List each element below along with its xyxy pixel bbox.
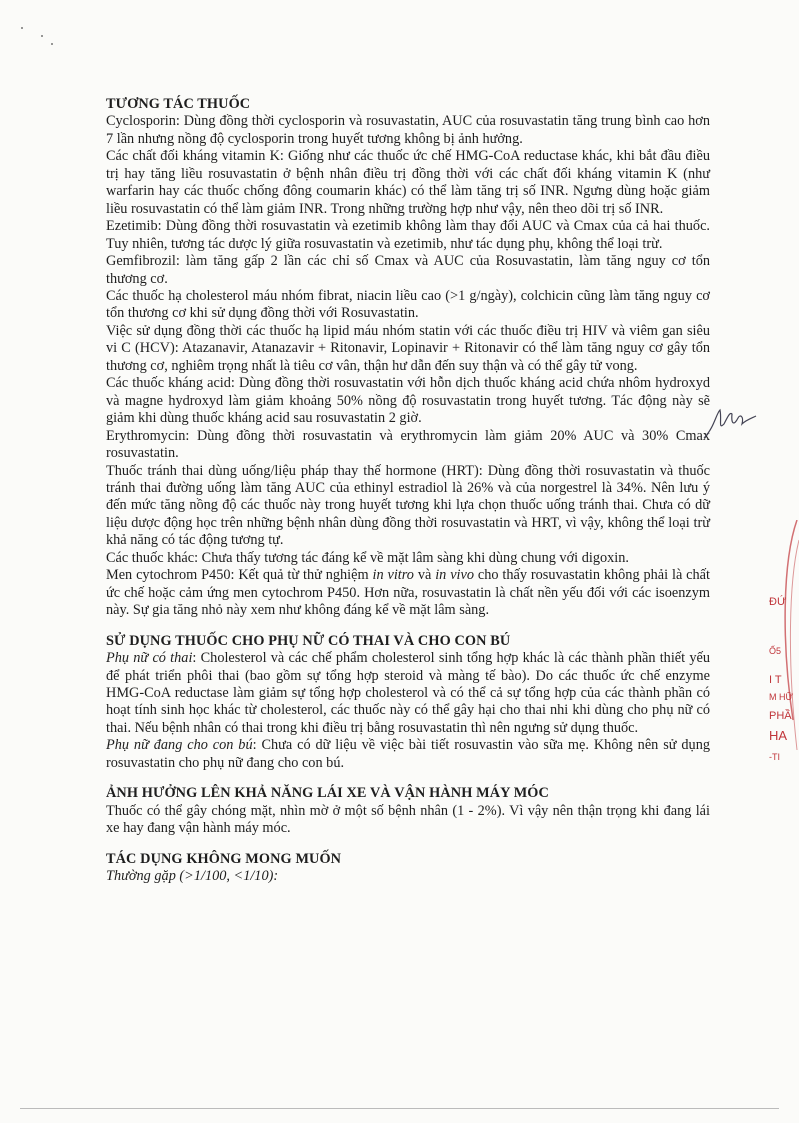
paragraph-cyclosporin: Cyclosporin: Dùng đồng thời cyclosporin và rosuvastatin, AUC của rosuvastatin tăng trung bình cao hơn 7 lần nhưng nồng độ cyclosporin trong huyết tương không bị ảnh hưởng. (106, 113, 710, 147)
paragraph-cytochrom: Men cytochrom P450: Kết quả từ thử nghiệm in vitro và in vivo cho thấy rosuvastatin không phải là chất ức chế hoặc cảm ứng men cytochrom P450. Hơn nữa, rosuvastatin là chất nền yếu đối với các isoenzym này. Sự gia tăng nhỏ này xem như không đáng kể về mặt lâm sàng. (106, 567, 710, 619)
paragraph-antacid: Các thuốc kháng acid: Dùng đồng thời rosuvastatin với hỗn dịch thuốc kháng acid chứa nhôm hydroxyd và magne hydroxyd làm giảm khoảng 50% nồng độ rosuvastatin trong huyết tương. Tác động này sẽ giảm khi dùng thuốc kháng acid sau rosuvastatin 2 giờ. (106, 375, 710, 427)
paragraph-ezetimib: Ezetimib: Dùng đồng thời rosuvastatin và ezetimib không làm thay đổi AUC và Cmax của cả hai thuốc. Tuy nhiên, tương tác dược lý giữa rosuvastatin và ezetimib, như tác dụng phụ, không thể loại trừ. (106, 218, 710, 252)
paragraph-contraceptive: Thuốc tránh thai dùng uống/liệu pháp thay thế hormone (HRT): Dùng đồng thời rosuvastatin và thuốc tránh thai đường uống làm tăng AUC của ethinyl estradiol là 26% và của norgestrel là 34%. Nên lưu ý đến mức tăng nồng độ các thuốc này trong huyết tương khi lựa chọn thuốc uống tránh thai. Chưa có dữ liệu dược động học trên những bệnh nhân dùng đồng thời rosuvastatin và HRT, vì vậy, không thể loại trừ khả năng có tác động tương tự. (106, 462, 710, 549)
paragraph-gemfibrozil: Gemfibrozil: làm tăng gấp 2 lần các chỉ số Cmax và AUC của Rosuvastatin, làm tăng nguy cơ tổn thương cơ. (106, 253, 710, 287)
paragraph-fibrat: Các thuốc hạ cholesterol máu nhóm fibrat, niacin liều cao (>1 g/ngày), colchicin cũng làm tăng nguy cơ tổn thương cơ khi sử dụng đồng thời với Rosuvastatin. (106, 287, 710, 322)
section-heading-drug-interactions: TƯƠNG TÁC THUỐC (106, 96, 251, 112)
scan-artifact (8, 22, 58, 57)
paragraph-driving: Thuốc có thể gây chóng mặt, nhìn mờ ở một số bệnh nhân (1 - 2%). Vì vậy nên thận trọng khi đang lái xe hay đang vận hành máy móc. (106, 802, 710, 837)
paragraph-pregnant: Phụ nữ có thai: Cholesterol và các chế phẩm cholesterol sinh tổng hợp khác là các thành phần thiết yếu để phát triển phôi thai (bao gồm sự tổng hợp steroid và màng tế bào). Do các thuốc ức chế enzyme HMG-CoA reductase làm giảm sự tổng hợp cholesterol và có thể cả sự tổng hợp của các thành phần có hoạt tính sinh học khác từ cholesterol, các thuốc này có thể gây hại cho thai nhi khi dùng cho phụ nữ có thai. Nếu bệnh nhân có thai trong khi điều trị bằng rosuvastatin thì nên ngưng sử dụng thuốc. (106, 650, 710, 736)
red-stamp-partial: ĐỨ Ố5 I T M HỮ PHẦ HA -TI (763, 520, 799, 810)
handwritten-signature (700, 404, 760, 444)
document-body (106, 96, 710, 885)
section-heading-side-effects: TÁC DỤNG KHÔNG MONG MUỐN (106, 850, 342, 867)
paragraph-nursing: Phụ nữ đang cho con bú: Chưa có dữ liệu về việc bài tiết rosuvastin vào sữa mẹ. Không nên sử dụng rosuvastatin cho phụ nữ đang cho con bú. (106, 737, 710, 771)
paragraph-hiv-hcv: Việc sử dụng đồng thời các thuốc hạ lipid máu nhóm statin với các thuốc điều trị HIV và viêm gan siêu vi C (HCV): Atazanavir, Atanazavir + Ritonavir, Lopinavir + Ritonavir có thể làm tăng nguy cơ gây tổn thương cơ, nghiêm trọng nhất là tiêu cơ vân, thận hư dẫn đến suy thận và có thể gây tử vong. (106, 322, 710, 374)
paragraph-other-drugs: Các thuốc khác: Chưa thấy tương tác đáng kể về mặt lâm sàng khi dùng chung với digoxin. (106, 549, 629, 566)
paragraph-erythromycin: Erythromycin: Dùng đồng thời rosuvastatin và erythromycin làm giảm 20% AUC và 30% Cmax rosuvastatin. (106, 427, 710, 462)
side-effects-common-subheading: Thường gặp (>1/100, <1/10): (106, 868, 279, 885)
paragraph-vitamin-k: Các chất đối kháng vitamin K: Giống như các thuốc ức chế HMG-CoA reductase khác, khi bắt đầu điều trị hay tăng liều rosuvastatin ở bệnh nhân điều trị đồng thời với các chất đối kháng vitamin K (như warfarin hay các thuốc chống đông coumarin khác) có thể làm tăng trị số INR. Ngưng dùng hoặc giảm liều rosuvastatin có thể làm giảm INR. Trong những trường hợp như vậy, nên theo dõi trị số INR. (106, 148, 710, 217)
section-heading-driving: ẢNH HƯỞNG LÊN KHẢ NĂNG LÁI XE VÀ VẬN HÀNH MÁY MÓC (106, 785, 549, 802)
page-bottom-edge (20, 1108, 779, 1109)
section-heading-pregnancy: SỬ DỤNG THUỐC CHO PHỤ NỮ CÓ THAI VÀ CHO CON BÚ (106, 632, 511, 649)
